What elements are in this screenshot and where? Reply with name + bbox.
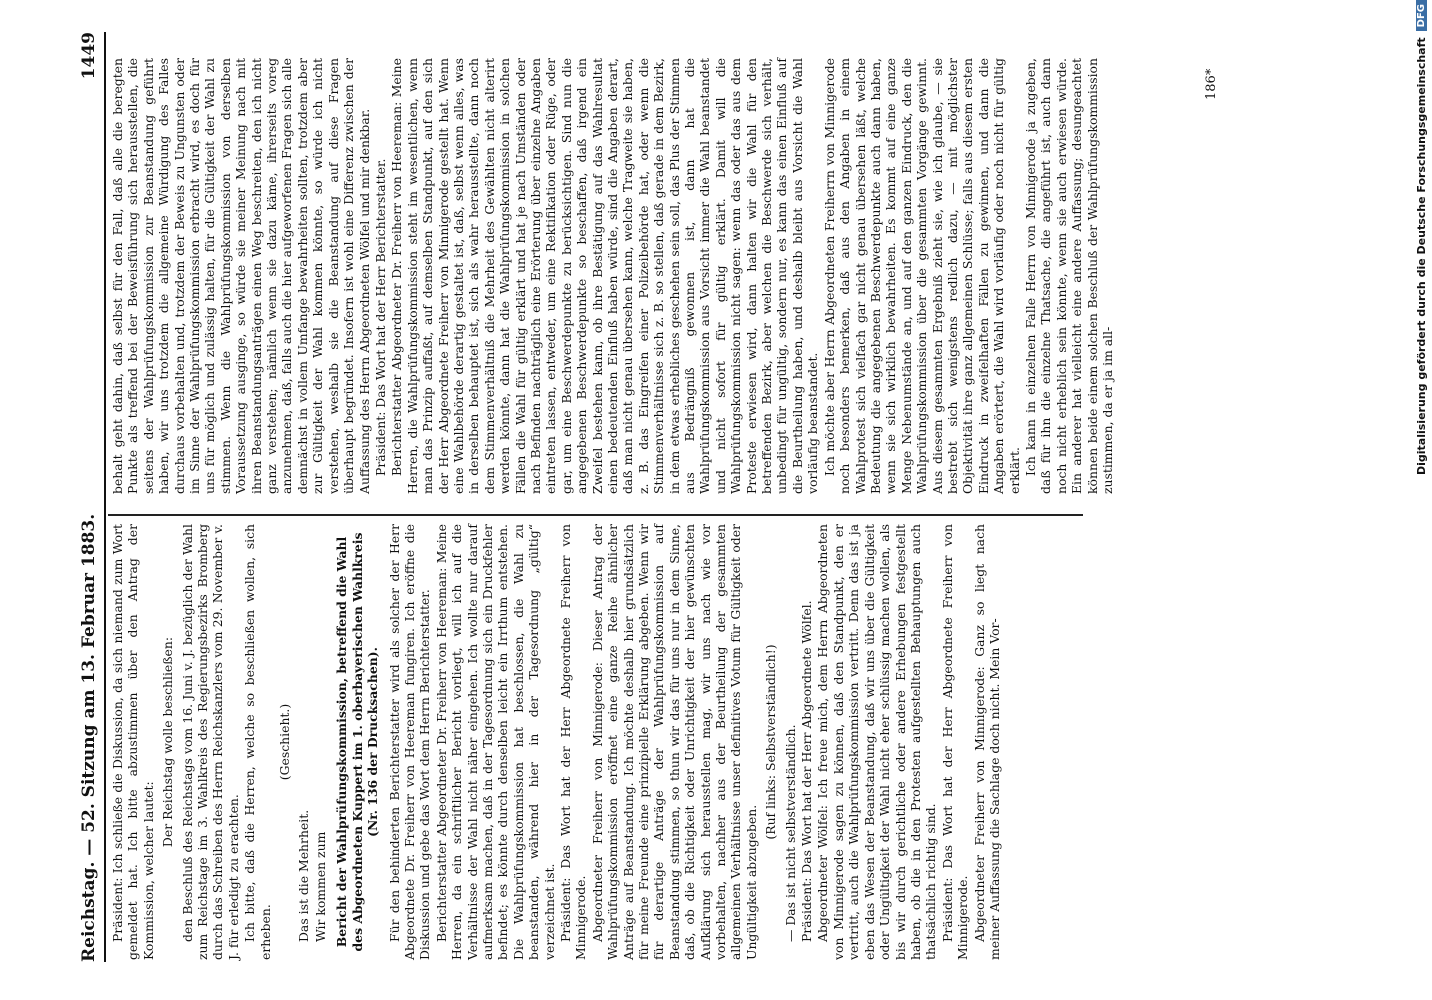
paragraph: (Ruf links: Selbstverständlich!) bbox=[763, 644, 779, 840]
paragraph: Präsident: Das Wort hat der Herr Abgeordnete Freiherr von Minnigerode. bbox=[557, 524, 589, 960]
paragraph: Berichterstatter Abgeordneter Dr. Freiherr von Heereman: Meine Herren, da ein schriftlicher Bericht vorliegt, will ich auf die Verhältnisse der Wahl nicht näher eingehen. Ich wollte nur darauf aufmerksam machen, daß in der Tagesordnung sich ein Druckfehler befindet; es könnte durch denselben leicht ein Irrthum entstehen. Die Wahlprüfungskommission hat beschlossen, die Wahl zu beanstanden, während hier in der Tagesordnung „gültig“ verzeichnet ist. bbox=[433, 524, 557, 960]
paragraph: Abgeordneter Freiherr von Minnigerode: Dieser Antrag der Wahlprüfungskommission eröffnet eine ganze Reihe ähnlicher Anträge auf Beanstandung. Ich möchte deshalb hier grundsätzlich für meine Freunde eine prinzipielle Erklärung abgeben. Wenn wir für derartige Anträge der Wahlprüfungskommission auf Beanstandung stimmen, so thun wir das für uns nur in dem Sinne, daß, ob die Richtigkeit oder Unrichtigkeit der hier gewünschten Aufklärung sich herausstellen mag, wir uns nach wie vor vorbehalten, nachher aus der Beurtheilung der gesammten allgemeinen Verhältnisse unser definitives Votum für Gültigkeit oder Ungültigkeit abzugeben. bbox=[589, 524, 759, 960]
page-header bbox=[76, 32, 102, 962]
digitization-credit bbox=[1412, 0, 1430, 1000]
paragraph: Präsident: Das Wort hat der Herr Abgeordnete Freiherr von Minnigerode. bbox=[939, 524, 971, 960]
paragraph: — Das ist nicht selbstverständlich. bbox=[782, 724, 798, 942]
paragraph: den Beschluß des Reichstags vom 16. Juni v. J. bezüglich der Wahl zum Reichstage im 3. Wahlkreis des Regierungsbezirks Bromberg durch das Schreiben des Herrn Reichskanzlers vom 29. November v. J. für erledigt zu erachten. bbox=[179, 524, 241, 960]
paragraph: (Geschieht.) bbox=[277, 703, 293, 781]
paragraph: Ich möchte aber Herrn Abgeordneten Freiherrn von Minnigerode noch besonders bemerken, daß aus den Angaben in einem Wahlprotest sich vielfach gar nicht genau übersehen läßt, welche Bedeutung die angegebenen Beschwerdepunkte auch dann haben, wenn sie sich wirklich bewahrheiten. Es kommt auf eine ganze Menge Nebenumstände an, und auf den ganzen Eindruck, den die Wahlprüfungskommission über die gesammten Vorgänge gewinnt. Aus diesem gesammten Ergebniß zieht sie, wie ich glaube, — sie bestrebt sich wenigstens redlich dazu, — mit möglichster Objektivität ihre ganz allgemeinen Schlüsse; falls aus diesem ersten Eindruck in zweifelhaften Fällen zu gewinnen, und dann die Angaben erörtert, die Wahl wird vorläufig oder noch nicht für gültig erklärt. bbox=[821, 58, 1022, 494]
right-column bbox=[110, 58, 1116, 494]
paragraph: Abgeordneter Wölfel: Ich freue mich, dem Herrn Abgeordneten von Minnigerode sagen zu können, daß den Standpunkt, den er vertritt, auch die Wahlprüfungskommission vertritt. Denn das ist ja eben das Wesen der Beanstandung, daß wir uns über die Gültigkeit oder Ungültigkeit der Wahl nicht eher schlüssig machen wollen, als bis wir durch gerichtliche oder andere Erhebungen festgestellt haben, ob die in den Protesten aufgestellten Behauptungen auch thatsächlich richtig sind. bbox=[815, 524, 939, 960]
paragraph: Der Reichstag wolle beschließen: bbox=[160, 636, 176, 848]
paragraph: Ich kann in einzelnen Falle Herrn von Minnigerode ja zugeben, daß für ihn die einzelne Thatsache, die angeführt ist, auch dann noch nicht erheblich sein könnte, wenn sie auch erwiesen würde. Ein anderer hat vielleicht eine andere Auffassung; desungeachtet können beide einem solchen Beschluß der Wahlprüfungskommission zustimmen, da er ja im all- bbox=[1022, 58, 1115, 494]
paragraph: Präsident: Das Wort hat der Herr Abgeordnete Wölfel. bbox=[799, 600, 815, 942]
paragraph: Präsident: Ich schließe die Diskussion, da sich niemand zum Wort gemeldet hat. Ich bitte abzustimmen über den Antrag der Kommission, welcher lautet: bbox=[110, 524, 156, 960]
column-divider bbox=[108, 514, 1083, 516]
paragraph: Berichterstatter Abgeordneter Dr. Freiherr von Heereman: Meine Herren, die Wahlprüfungskommission steht im wesentlichen, wenn man das Prinzip auffaßt, auf demselben Standpunkt, auf den sich der Herr Abgeordnete Freiherr von Minnigerode gestellt hat. Wenn eine Wahlbehörde derartig gestaltet ist, daß, selbst wenn alles, was in derselben behauptet ist, sich als wahr herausstellte, dann noch dem Stimmenverhältniß die Mehrheit des Gewählten nicht alterirt werden könnte, dann hat die Wahlprüfungskommission in solchen Fällen die Wahl für gültig erklärt und hat je nach Umständen oder nach Befinden nachträglich eine Erörterung über einzelne Angaben eintreten lassen, entweder, um eine Rektifikation oder Rüge, oder gar, um eine Beschwerdepunkte zu berücksichtigen. Sind nun die angegebenen Beschwerdepunkte so beschaffen, daß irgend ein Zweifel bestehen kann, ob ihre Bestätigung auf das Wahlresultat einen bedeutenden Einfluß haben würde, sind die Angaben derart, daß man nicht genau übersehen kann, welche Tragweite sie haben, z. B. das Eingreifen einer Polizeibehörde hat, oder wenn die Stimmenverhältnisse sich z. B. so stellen, daß gerade in dem Bezirk, in dem etwas erhebliches geschehen sein soll, das Plus der Stimmen aus Bedrängniß gewonnen ist, dann hat die Wahlprüfungskommission aus Vorsicht immer die Wahl beanstandet und nicht sofort für gültig erklärt. Damit will die Wahlprüfungskommission nicht sagen: wenn das oder das aus dem Proteste erwiesen wird, dann halten wir die Wahl für den betreffenden Bezirk, aber welchen die Beschwerde sich verhält, unbedingt für ungültig, sondern nur, es kann das einen Einfluß auf die Beurtheilung haben, und deshalb bleibt aus Vorsicht die Wahl vorläufig beanstandet. bbox=[389, 58, 821, 494]
header-title: Reichstag. — 52. Sitzung am 13. Februar 1883. bbox=[79, 513, 99, 962]
signature-mark: 186* bbox=[1204, 68, 1219, 100]
credit-text: Digitalisierung gefördert durch die Deutsche Forschungsgemeinschaft bbox=[1414, 37, 1428, 476]
paragraph: Das ist die Mehrheit. bbox=[296, 809, 312, 942]
paragraph: Ich bitte, daß die Herren, welche so beschließen wollen, sich erheben. bbox=[242, 524, 273, 960]
section-heading: Bericht der Wahlprüfungskommission, betreffend die Wahl des Abgeordneten Kuppert im 1. oberbayerischen Wahlkreis (Nr. 136 der Drucksachen). bbox=[334, 532, 381, 952]
paragraph: Abgeordneter Freiherr von Minnigerode: Ganz so liegt nach meiner Auffassung die Sachlage doch nicht. Mein Vor- bbox=[971, 524, 1002, 960]
paragraph: Für den behinderten Berichterstatter wird als solcher der Herr Abgeordnete Dr. Freiherr von Heereman fungiren. Ich eröffne die Diskussion und gebe das Wort dem Herrn Berichterstatter. bbox=[386, 524, 433, 960]
dfg-logo: DFG bbox=[1416, 0, 1427, 31]
page-number: 1449 bbox=[79, 32, 99, 80]
paragraph: Wir kommen zum bbox=[312, 831, 328, 942]
paragraph: behalt geht dahin, daß selbst für den Fall, daß alle die beregten Punkte als treffend bei der Beweisführung sich herausstellen, die seitens der Wahlprüfungskommission zur Beanstandung geführt haben, wir uns trotzdem die allgemeine Würdigung des Falles durchaus vorbehalten und, trotzdem der Beweis zu Ungunsten oder im Sinne der Wahlprüfungskommission erbracht wird, es doch für uns für möglich und zulässig halten, für die Gültigkeit der Wahl zu stimmen. Wenn die Wahlprüfungskommission von derselben Voraussetzung ausginge, so würde sie meiner Meinung nach mit ihren Beanstandungsanträgen einen Weg beschreiten, den ich nicht ganz verstehen; nämlich wenn sie dazu käme, ihrerseits voreg anzunehmen, daß, falls auch die hier aufgeworfenen Fragen sich alle demnächst in vollem Umfange bewahrheiten sollten, trotzdem aber zur Gültigkeit der Wahl kommen könnte, so würde ich nicht verstehen, weshalb sie die Beanstandung auf diese Fragen überhaupt begründet. Insofern ist wohl eine Differenz zwischen der Auffassung des Herrn Abgeordneten Wölfel und mir denkbar. bbox=[110, 58, 372, 494]
paragraph: Präsident: Das Wort hat der Herr Berichterstatter. bbox=[372, 158, 388, 476]
left-column bbox=[110, 524, 1003, 960]
header-rule bbox=[104, 32, 106, 962]
